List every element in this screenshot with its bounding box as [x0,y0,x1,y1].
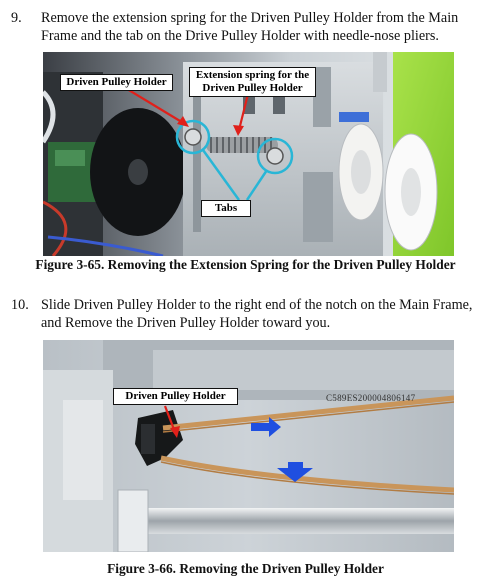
figure-3-66-photo [43,340,454,552]
figure-3-65-caption: Figure 3-65. Removing the Extension Spring for the Driven Pulley Holder [35,257,456,272]
callout-tabs: Tabs [201,200,251,217]
step-number: 9. [11,10,22,26]
step-text: Remove the extension spring for the Driven Pulley Holder from the Main Frame and the tab on the Drive Pulley Holder with needle-nose pliers. [41,10,459,44]
figure-3-66-caption: Figure 3-66. Removing the Driven Pulley Holder [107,561,384,576]
step-number: 10. [11,297,29,313]
callout-driven-pulley-holder: Driven Pulley Holder [60,74,173,91]
serial-number-label: C589ES200004806147 [326,393,416,403]
figure-3-66-illustration [43,340,454,552]
callout-driven-pulley-holder-2: Driven Pulley Holder [113,388,238,405]
figure-3-65-photo [43,52,454,256]
extension-spring-drawing [206,137,278,153]
callout-extension-spring: Extension spring for the Driven Pulley Holder [189,67,316,97]
step-text: Slide Driven Pulley Holder to the right end of the notch on the Main Frame, and Remove the Driven Pulley Holder toward you. [41,297,473,331]
